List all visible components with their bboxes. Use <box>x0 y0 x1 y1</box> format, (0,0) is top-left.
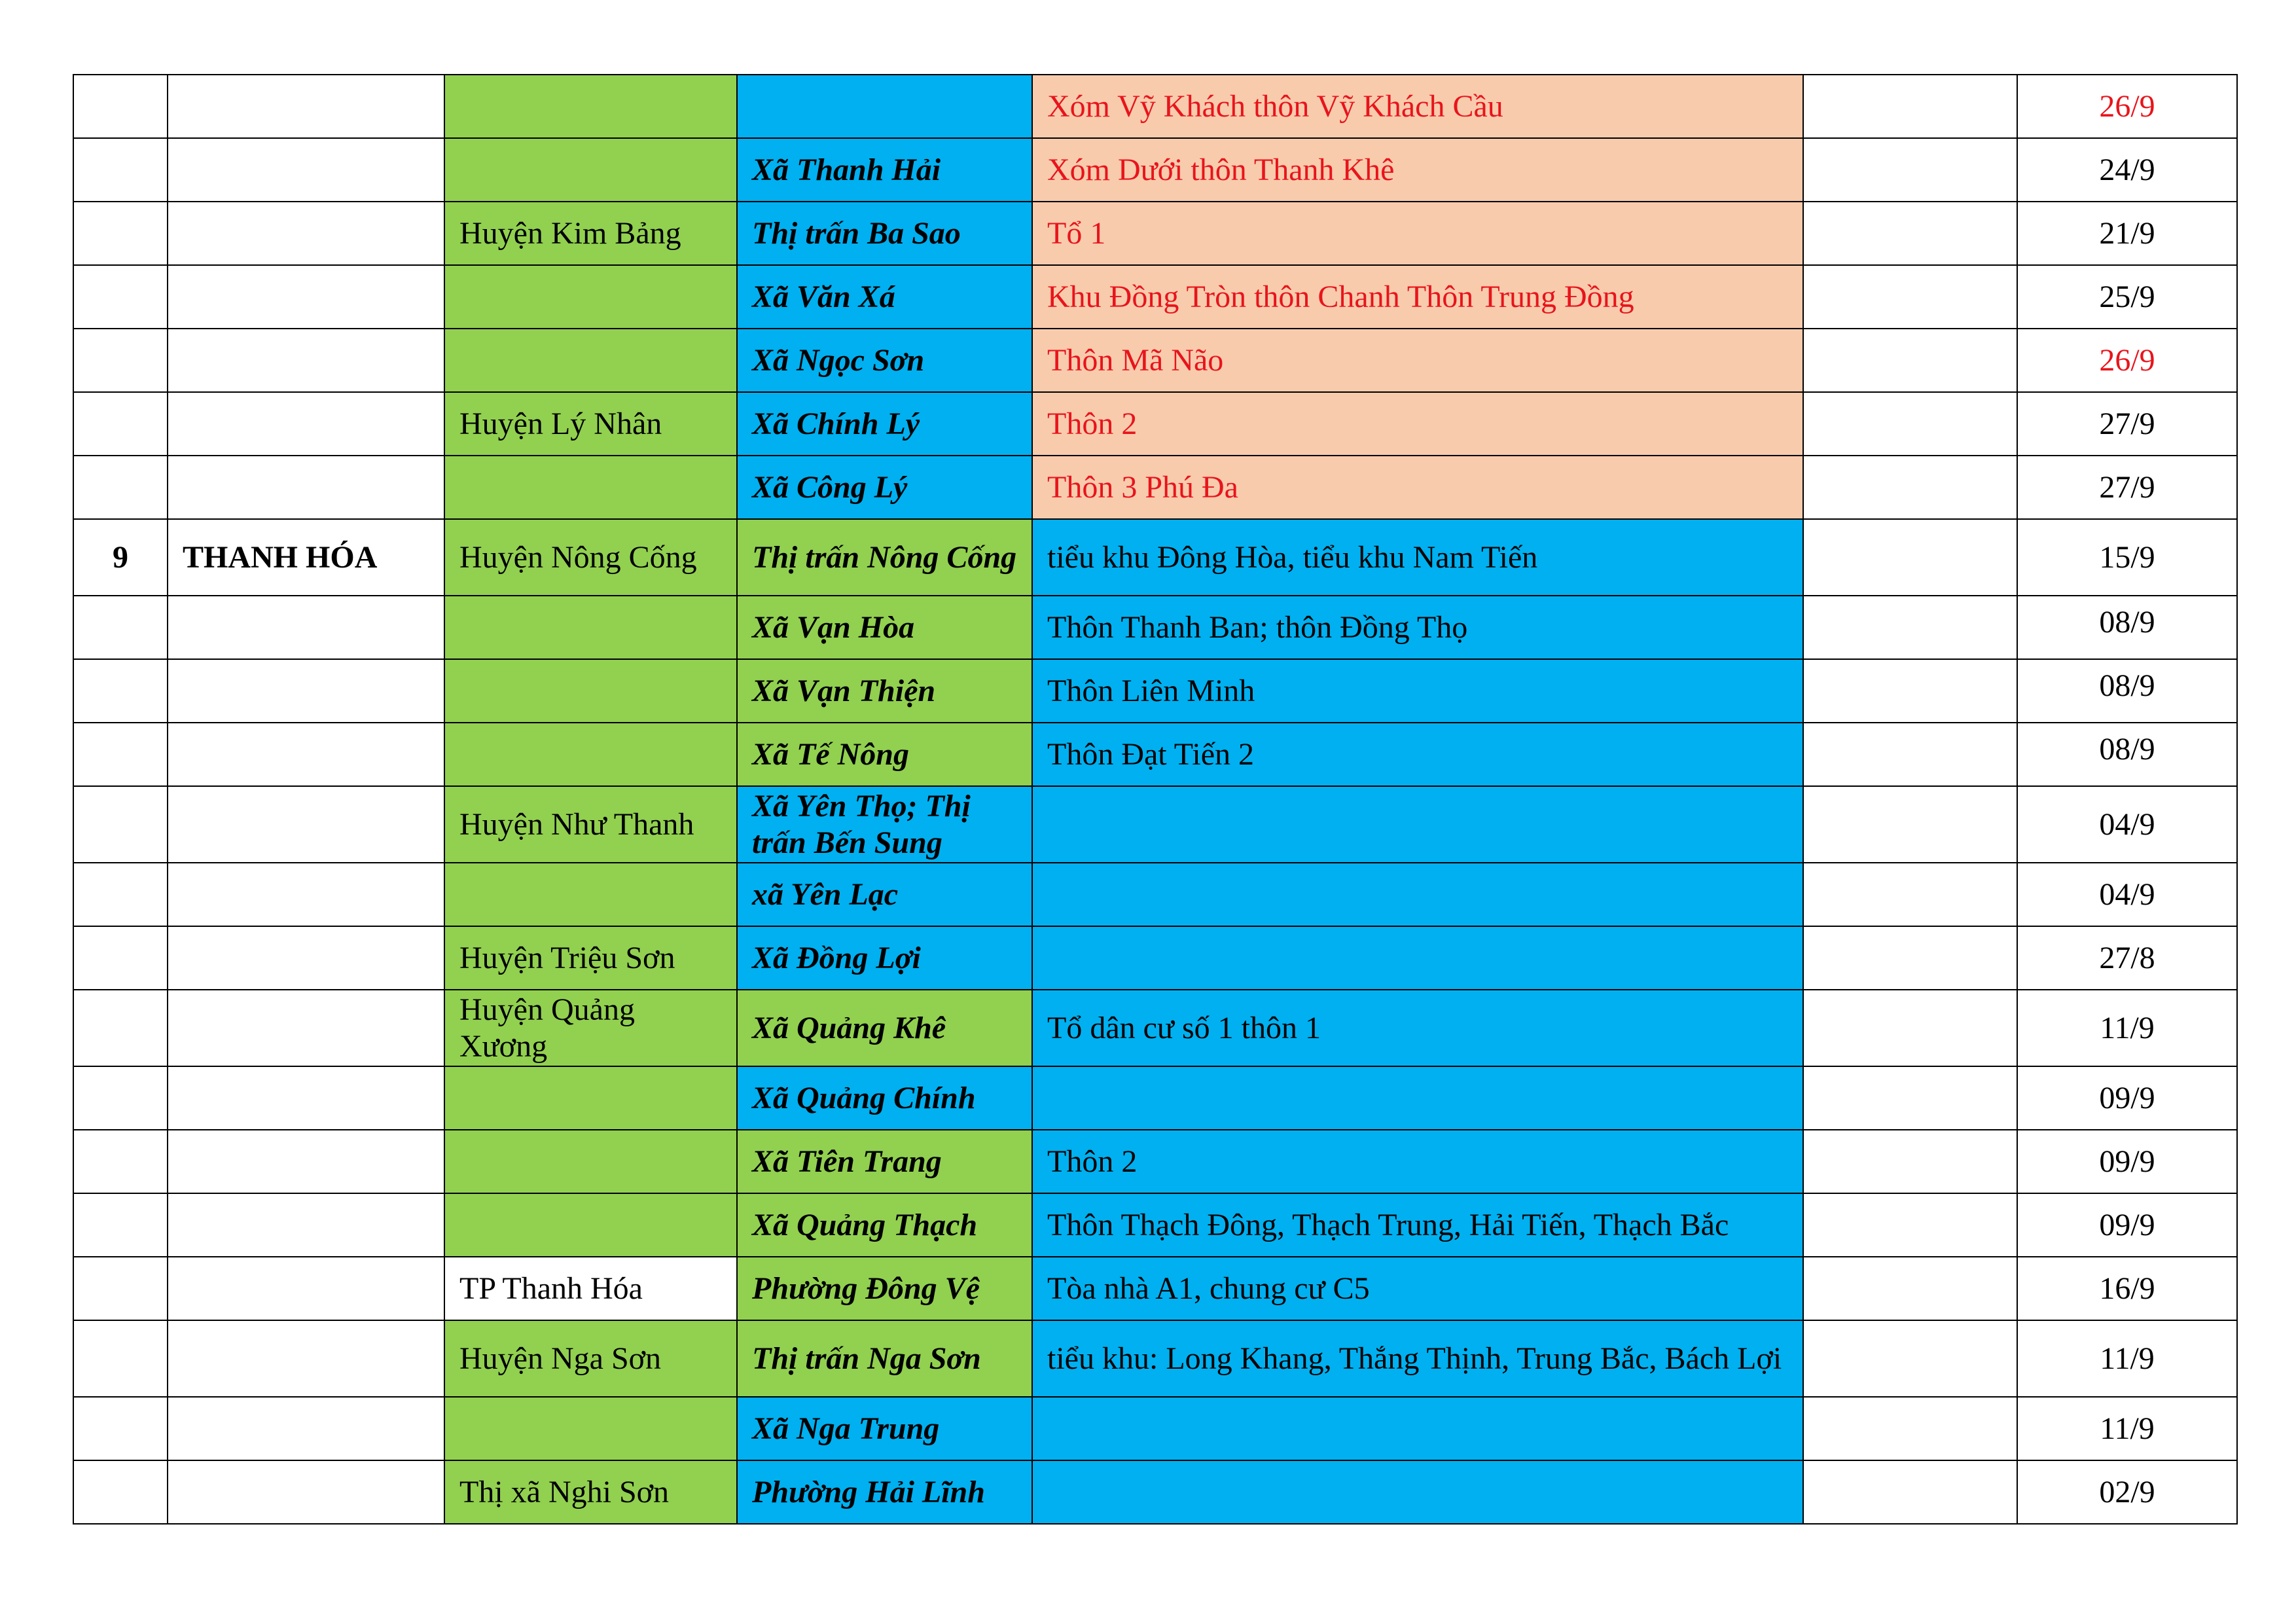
date-cell: 02/9 <box>2017 1460 2237 1524</box>
district-cell <box>444 1193 737 1257</box>
date-cell: 26/9 <box>2017 75 2237 138</box>
area-cell: Khu Đồng Tròn thôn Chanh Thôn Trung Đồng <box>1032 265 1803 329</box>
ward-cell: Xã Đồng Lợi <box>737 926 1032 990</box>
blank-cell <box>1803 329 2017 392</box>
district-cell <box>444 863 737 926</box>
row-number-cell <box>73 786 168 863</box>
blank-cell <box>1803 1397 2017 1460</box>
date-cell: 09/9 <box>2017 1193 2237 1257</box>
table-row <box>73 786 2237 863</box>
district-cell: TP Thanh Hóa <box>444 1257 737 1320</box>
district-cell <box>444 1066 737 1130</box>
table-row <box>73 456 2237 519</box>
province-cell <box>168 863 444 926</box>
district-cell <box>444 138 737 202</box>
date-cell: 11/9 <box>2017 1397 2237 1460</box>
table-row <box>73 1460 2237 1524</box>
date-cell: 11/9 <box>2017 990 2237 1066</box>
blank-cell <box>1803 596 2017 659</box>
row-number-cell <box>73 138 168 202</box>
blank-cell <box>1803 1193 2017 1257</box>
blank-cell <box>1803 456 2017 519</box>
area-cell: Xóm Vỹ Khách thôn Vỹ Khách Cầu <box>1032 75 1803 138</box>
district-cell <box>444 265 737 329</box>
ward-cell: Phường Hải Lĩnh <box>737 1460 1032 1524</box>
district-cell: Huyện Kim Bảng <box>444 202 737 265</box>
date-cell: 26/9 <box>2017 329 2237 392</box>
table-row <box>73 723 2237 786</box>
district-cell: Huyện Như Thanh <box>444 786 737 863</box>
date-cell: 11/9 <box>2017 1320 2237 1397</box>
ward-cell <box>737 75 1032 138</box>
table-row <box>73 926 2237 990</box>
table-row <box>73 329 2237 392</box>
blank-cell <box>1803 1130 2017 1193</box>
blank-cell <box>1803 990 2017 1066</box>
area-cell: Tổ dân cư số 1 thôn 1 <box>1032 990 1803 1066</box>
ward-cell: Xã Vạn Thiện <box>737 659 1032 723</box>
province-cell <box>168 456 444 519</box>
row-number-cell <box>73 990 168 1066</box>
province-cell <box>168 926 444 990</box>
district-cell <box>444 659 737 723</box>
area-cell: Thôn Mã Não <box>1032 329 1803 392</box>
ward-cell: Xã Công Lý <box>737 456 1032 519</box>
row-number-cell <box>73 926 168 990</box>
ward-cell: Xã Quảng Chính <box>737 1066 1032 1130</box>
table-row <box>73 265 2237 329</box>
area-cell: Thôn 2 <box>1032 1130 1803 1193</box>
date-cell: 27/9 <box>2017 392 2237 456</box>
blank-cell <box>1803 392 2017 456</box>
row-number-cell <box>73 392 168 456</box>
area-cell: Thôn 3 Phú Đa <box>1032 456 1803 519</box>
province-cell <box>168 786 444 863</box>
table-row <box>73 1320 2237 1397</box>
row-number-cell <box>73 863 168 926</box>
province-cell <box>168 990 444 1066</box>
blank-cell <box>1803 1066 2017 1130</box>
date-cell: 08/9 <box>2017 596 2237 659</box>
province-cell <box>168 659 444 723</box>
date-cell: 24/9 <box>2017 138 2237 202</box>
district-cell <box>444 1130 737 1193</box>
district-cell: Huyện Lý Nhân <box>444 392 737 456</box>
area-cell <box>1032 786 1803 863</box>
blank-cell <box>1803 786 2017 863</box>
ward-cell: Xã Quảng Khê <box>737 990 1032 1066</box>
area-cell: Thôn 2 <box>1032 392 1803 456</box>
table-row <box>73 392 2237 456</box>
district-cell: Huyện Nga Sơn <box>444 1320 737 1397</box>
date-cell: 08/9 <box>2017 659 2237 723</box>
table-row <box>73 990 2237 1066</box>
area-cell: Thôn Liên Minh <box>1032 659 1803 723</box>
province-cell <box>168 596 444 659</box>
row-number-cell <box>73 456 168 519</box>
province-cell <box>168 723 444 786</box>
table-row <box>73 519 2237 596</box>
blank-cell <box>1803 202 2017 265</box>
ward-cell: Xã Yên Thọ; Thị trấn Bến Sung <box>737 786 1032 863</box>
table-row <box>73 1193 2237 1257</box>
ward-cell: Xã Chính Lý <box>737 392 1032 456</box>
row-number-cell <box>73 75 168 138</box>
outbreak-area-table <box>73 74 2238 1525</box>
ward-cell: Xã Tiên Trang <box>737 1130 1032 1193</box>
ward-cell: Xã Quảng Thạch <box>737 1193 1032 1257</box>
province-cell <box>168 1130 444 1193</box>
area-cell <box>1032 1460 1803 1524</box>
area-cell <box>1032 863 1803 926</box>
ward-cell: Xã Vạn Hòa <box>737 596 1032 659</box>
date-cell: 15/9 <box>2017 519 2237 596</box>
table-row <box>73 596 2237 659</box>
ward-cell: Xã Văn Xá <box>737 265 1032 329</box>
row-number-cell <box>73 1066 168 1130</box>
row-number-cell <box>73 265 168 329</box>
district-cell <box>444 1397 737 1460</box>
province-cell <box>168 1066 444 1130</box>
ward-cell: Xã Ngọc Sơn <box>737 329 1032 392</box>
area-cell: Xóm Dưới thôn Thanh Khê <box>1032 138 1803 202</box>
area-cell <box>1032 1066 1803 1130</box>
province-cell <box>168 1257 444 1320</box>
district-cell <box>444 456 737 519</box>
date-cell: 25/9 <box>2017 265 2237 329</box>
row-number-cell <box>73 1257 168 1320</box>
area-cell: Thôn Thanh Ban; thôn Đồng Thọ <box>1032 596 1803 659</box>
table-row <box>73 1257 2237 1320</box>
province-cell <box>168 392 444 456</box>
ward-cell: Phường Đông Vệ <box>737 1257 1032 1320</box>
ward-cell: Thị trấn Nga Sơn <box>737 1320 1032 1397</box>
date-cell: 04/9 <box>2017 863 2237 926</box>
blank-cell <box>1803 75 2017 138</box>
blank-cell <box>1803 659 2017 723</box>
row-number-cell <box>73 1193 168 1257</box>
date-cell: 04/9 <box>2017 786 2237 863</box>
province-cell <box>168 1460 444 1524</box>
province-cell: THANH HÓA <box>168 519 444 596</box>
table-row <box>73 1130 2237 1193</box>
row-number-cell <box>73 1130 168 1193</box>
date-cell: 27/8 <box>2017 926 2237 990</box>
area-cell: Thôn Thạch Đông, Thạch Trung, Hải Tiến, Thạch Bắc <box>1032 1193 1803 1257</box>
blank-cell <box>1803 1257 2017 1320</box>
area-cell <box>1032 1397 1803 1460</box>
province-cell <box>168 1320 444 1397</box>
blank-cell <box>1803 1320 2017 1397</box>
row-number-cell <box>73 202 168 265</box>
province-cell <box>168 1397 444 1460</box>
row-number-cell <box>73 1320 168 1397</box>
row-number-cell <box>73 329 168 392</box>
document-sheet <box>73 74 2238 1525</box>
table-body <box>73 75 2237 1524</box>
table-row <box>73 1397 2237 1460</box>
district-cell <box>444 723 737 786</box>
area-cell <box>1032 926 1803 990</box>
table-row <box>73 138 2237 202</box>
blank-cell <box>1803 723 2017 786</box>
table-row <box>73 202 2237 265</box>
row-number-cell <box>73 1397 168 1460</box>
area-cell: tiểu khu: Long Khang, Thắng Thịnh, Trung Bắc, Bách Lợi <box>1032 1320 1803 1397</box>
district-cell: Huyện Triệu Sơn <box>444 926 737 990</box>
table-row <box>73 1066 2237 1130</box>
area-cell: Tòa nhà A1, chung cư C5 <box>1032 1257 1803 1320</box>
district-cell: Huyện Nông Cống <box>444 519 737 596</box>
ward-cell: Xã Tế Nông <box>737 723 1032 786</box>
table-row <box>73 863 2237 926</box>
province-cell <box>168 75 444 138</box>
ward-cell: xã Yên Lạc <box>737 863 1032 926</box>
district-cell <box>444 329 737 392</box>
ward-cell: Xã Thanh Hải <box>737 138 1032 202</box>
date-cell: 21/9 <box>2017 202 2237 265</box>
ward-cell: Thị trấn Ba Sao <box>737 202 1032 265</box>
date-cell: 09/9 <box>2017 1130 2237 1193</box>
blank-cell <box>1803 863 2017 926</box>
province-cell <box>168 1193 444 1257</box>
district-cell <box>444 75 737 138</box>
blank-cell <box>1803 926 2017 990</box>
blank-cell <box>1803 138 2017 202</box>
province-cell <box>168 138 444 202</box>
date-cell: 08/9 <box>2017 723 2237 786</box>
ward-cell: Thị trấn Nông Cống <box>737 519 1032 596</box>
table-row <box>73 75 2237 138</box>
province-cell <box>168 265 444 329</box>
row-number-cell: 9 <box>73 519 168 596</box>
row-number-cell <box>73 659 168 723</box>
date-cell: 09/9 <box>2017 1066 2237 1130</box>
province-cell <box>168 202 444 265</box>
table-row <box>73 659 2237 723</box>
area-cell: Thôn Đạt Tiến 2 <box>1032 723 1803 786</box>
blank-cell <box>1803 1460 2017 1524</box>
province-cell <box>168 329 444 392</box>
district-cell: Huyện Quảng Xương <box>444 990 737 1066</box>
blank-cell <box>1803 519 2017 596</box>
district-cell <box>444 596 737 659</box>
row-number-cell <box>73 723 168 786</box>
blank-cell <box>1803 265 2017 329</box>
ward-cell: Xã Nga Trung <box>737 1397 1032 1460</box>
date-cell: 27/9 <box>2017 456 2237 519</box>
row-number-cell <box>73 596 168 659</box>
area-cell: tiểu khu Đông Hòa, tiểu khu Nam Tiến <box>1032 519 1803 596</box>
row-number-cell <box>73 1460 168 1524</box>
district-cell: Thị xã Nghi Sơn <box>444 1460 737 1524</box>
date-cell: 16/9 <box>2017 1257 2237 1320</box>
area-cell: Tổ 1 <box>1032 202 1803 265</box>
